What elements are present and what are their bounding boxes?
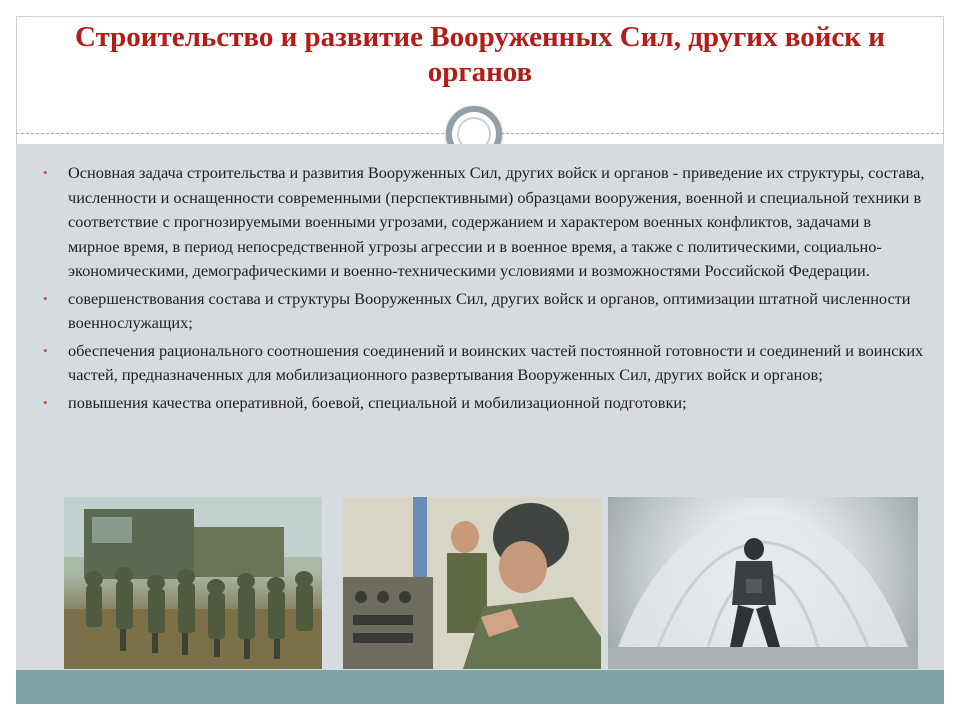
parachutist-photo [608, 497, 918, 669]
bullet-icon: • [43, 165, 48, 180]
bullet-item [36, 391, 926, 416]
footer-bar [16, 670, 944, 704]
bullet-icon: • [43, 342, 48, 358]
bullet-item [36, 287, 926, 336]
bullet-text: повышения качества оперативной, боевой, специальной и мобилизационной подготовки; [68, 392, 687, 412]
bullet-icon: • [43, 394, 48, 410]
slide-title: Строительство и развитие Вооруженных Сил, других войск и органов [75, 21, 885, 89]
bullet-item [36, 339, 926, 388]
bullet-icon: • [43, 290, 48, 306]
soldiers-marching-photo [64, 497, 322, 669]
bullet-item [36, 161, 926, 284]
bullet-text: Основная задача строительства и развития Вооруженных Сил, других войск и органов - приведение их структуры, состава, численности и оснащенности современными (перспективными) образцами вооружения, военной и специальной техники в соответствие с прогнозируемыми военными угрозами, содержанием и характером военных конфликтов, задачами в мирное время, в период непосредственной угрозы агрессии и в военное время, а также с политическими, социально-экономическими, демографическими и военно-техническими условиями и возможностями Российской Федерации. [68, 163, 925, 280]
bullet-text: совершенствования состава и структуры Вооруженных Сил, других войск и органов, оптимизации штатной численности военнослужащих; [68, 288, 911, 332]
bullet-list [36, 161, 926, 418]
radio-operator-photo [343, 497, 601, 669]
bullet-text: обеспечения рационального соотношения соединений и воинских частей постоянной готовности и соединений и воинских частей, предназначенных для мобилизационного развертывания Вооруженных Сил, других войск и органов; [68, 340, 924, 384]
